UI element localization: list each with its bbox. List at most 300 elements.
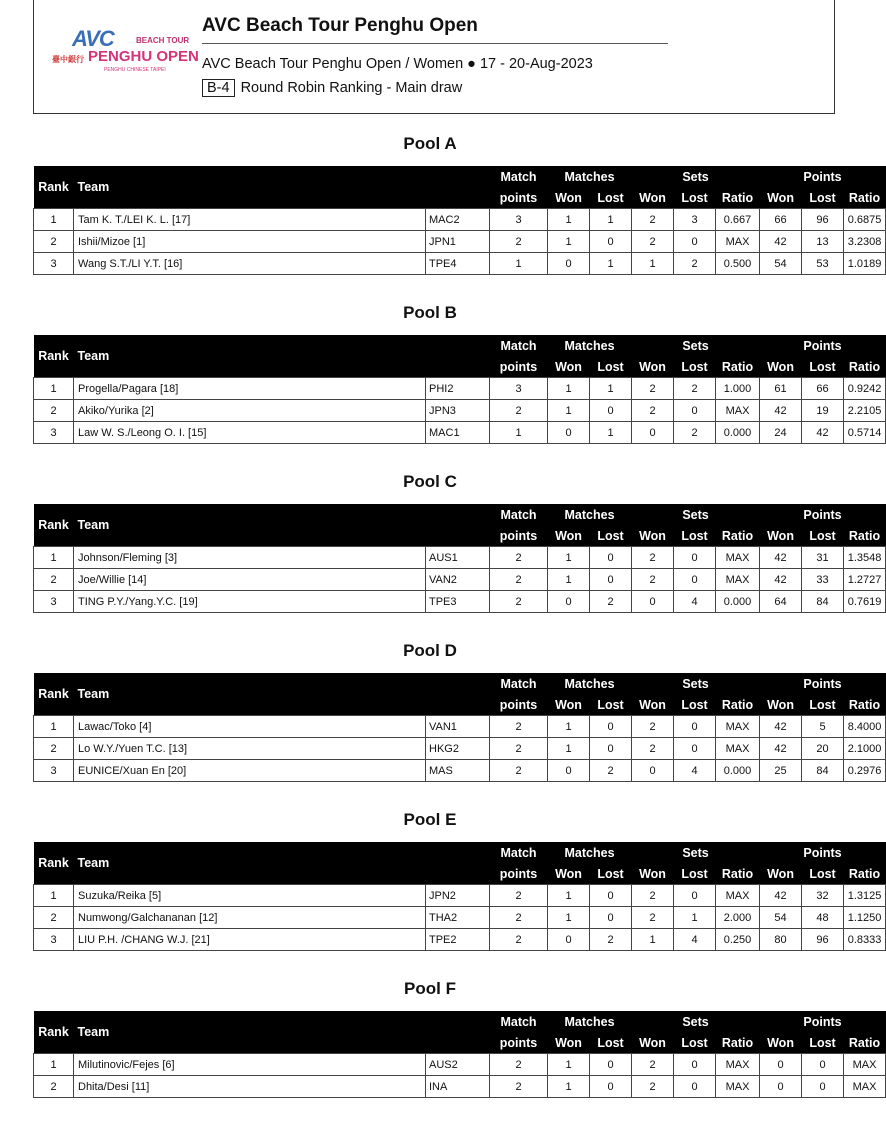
col-matches: Matches [548,1011,632,1032]
cell-rank: 3 [34,760,74,782]
cell-match-points: 2 [490,1076,548,1098]
table-row [34,907,886,929]
col-matches-lost: Lost [590,694,632,716]
col-match-points-bottom: points [490,694,548,716]
cell-sets-lost: 2 [674,253,716,275]
cell-matches-won: 1 [548,907,590,929]
cell-matches-won: 0 [548,929,590,951]
cell-sets-ratio: MAX [716,1054,760,1076]
cell-match-points: 3 [490,209,548,231]
cell-points-lost: 0 [802,1054,844,1076]
col-match-points-bottom: points [490,356,548,378]
pool-title: Pool E [403,810,457,829]
page-title: AVC Beach Tour Penghu Open [202,15,478,36]
cell-sets-won: 2 [632,569,674,591]
cell-points-lost: 96 [802,209,844,231]
cell-team-code: THA2 [426,907,490,929]
cell-sets-lost: 0 [674,1076,716,1098]
cell-team-name: Law W. S./Leong O. I. [15] [74,422,426,444]
col-points-ratio: Ratio [844,1032,886,1054]
cell-sets-ratio: 2.000 [716,907,760,929]
cell-rank: 3 [34,929,74,951]
cell-team-name: TING P.Y./Yang.Y.C. [19] [74,591,426,613]
col-team: Team [74,335,490,378]
pool-title: Pool F [404,979,456,998]
cell-sets-ratio: 0.500 [716,253,760,275]
cell-matches-lost: 0 [590,738,632,760]
cell-sets-lost: 4 [674,760,716,782]
col-points-ratio: Ratio [844,187,886,209]
cell-sets-won: 2 [632,547,674,569]
col-rank: Rank [34,842,74,885]
cell-team-name: Numwong/Galchananan [12] [74,907,426,929]
cell-matches-lost: 2 [590,591,632,613]
cell-matches-lost: 0 [590,547,632,569]
cell-sets-won: 2 [632,1076,674,1098]
cell-matches-won: 1 [548,738,590,760]
cell-matches-lost: 0 [590,1054,632,1076]
cell-sets-ratio: MAX [716,400,760,422]
col-match-points-bottom: points [490,863,548,885]
cell-matches-lost: 0 [590,231,632,253]
col-points-won: Won [760,1032,802,1054]
col-sets-won: Won [632,863,674,885]
pool-title: Pool C [403,472,457,491]
cell-points-ratio: 1.3548 [844,547,886,569]
col-sets-ratio: Ratio [716,525,760,547]
col-match-points-bottom: points [490,525,548,547]
cell-matches-won: 0 [548,760,590,782]
cell-rank: 1 [34,885,74,907]
cell-points-ratio: 1.2727 [844,569,886,591]
cell-points-lost: 96 [802,929,844,951]
cell-matches-lost: 0 [590,716,632,738]
cell-sets-lost: 2 [674,422,716,444]
cell-rank: 2 [34,738,74,760]
cell-points-lost: 5 [802,716,844,738]
table-row [34,209,886,231]
col-team: Team [74,166,490,209]
col-points-ratio: Ratio [844,694,886,716]
phase-code: B-4 [202,79,235,97]
cell-sets-won: 2 [632,885,674,907]
col-sets-ratio: Ratio [716,356,760,378]
cell-points-ratio: MAX [844,1076,886,1098]
table-row [34,760,886,782]
col-points-ratio: Ratio [844,863,886,885]
cell-match-points: 2 [490,569,548,591]
cell-sets-lost: 0 [674,885,716,907]
cell-match-points: 1 [490,253,548,275]
cell-points-won: 42 [760,547,802,569]
cell-sets-ratio: MAX [716,569,760,591]
col-matches-won: Won [548,525,590,547]
col-points-won: Won [760,694,802,716]
cell-rank: 2 [34,1076,74,1098]
cell-team-code: AUS1 [426,547,490,569]
pool-table [33,1011,886,1098]
col-matches-won: Won [548,356,590,378]
cell-team-name: Akiko/Yurika [2] [74,400,426,422]
cell-sets-won: 2 [632,400,674,422]
cell-match-points: 2 [490,400,548,422]
cell-sets-lost: 0 [674,400,716,422]
col-points-won: Won [760,356,802,378]
cell-matches-lost: 0 [590,1076,632,1098]
cell-sets-lost: 0 [674,569,716,591]
cell-team-code: JPN3 [426,400,490,422]
cell-sets-won: 2 [632,231,674,253]
cell-points-lost: 48 [802,907,844,929]
cell-points-ratio: 0.8333 [844,929,886,951]
col-matches-lost: Lost [590,863,632,885]
col-matches-won: Won [548,694,590,716]
cell-matches-won: 0 [548,422,590,444]
cell-points-won: 24 [760,422,802,444]
cell-team-code: AUS2 [426,1054,490,1076]
col-match-points-bottom: points [490,1032,548,1054]
cell-matches-lost: 1 [590,253,632,275]
col-rank: Rank [34,335,74,378]
cell-matches-won: 1 [548,1054,590,1076]
col-match-points-top: Match [490,504,548,525]
table-row [34,1076,886,1098]
pool-table [33,166,886,275]
col-sets: Sets [632,335,760,356]
cell-team-code: VAN1 [426,716,490,738]
cell-matches-won: 0 [548,591,590,613]
col-points: Points [760,166,886,187]
cell-rank: 1 [34,209,74,231]
cell-matches-lost: 1 [590,209,632,231]
cell-matches-won: 1 [548,547,590,569]
col-sets-won: Won [632,1032,674,1054]
table-row [34,253,886,275]
table-row [34,716,886,738]
col-points: Points [760,1011,886,1032]
cell-match-points: 2 [490,231,548,253]
cell-rank: 2 [34,400,74,422]
col-match-points-top: Match [490,1011,548,1032]
cell-sets-ratio: MAX [716,716,760,738]
pool-table [33,504,886,613]
cell-points-won: 54 [760,253,802,275]
cell-sets-ratio: 0.000 [716,422,760,444]
cell-matches-won: 1 [548,885,590,907]
cell-matches-won: 1 [548,1076,590,1098]
col-rank: Rank [34,1011,74,1054]
cell-match-points: 1 [490,422,548,444]
cell-rank: 1 [34,716,74,738]
cell-team-code: PHI2 [426,378,490,400]
cell-matches-won: 1 [548,569,590,591]
cell-team-code: TPE3 [426,591,490,613]
cell-points-won: 66 [760,209,802,231]
logo-sponsor: 臺中銀行 [52,55,84,64]
col-sets-won: Won [632,356,674,378]
col-sets: Sets [632,166,760,187]
cell-points-ratio: 0.9242 [844,378,886,400]
cell-matches-won: 1 [548,231,590,253]
table-row [34,929,886,951]
cell-points-won: 64 [760,591,802,613]
cell-sets-lost: 2 [674,378,716,400]
col-points-lost: Lost [802,525,844,547]
cell-matches-won: 1 [548,400,590,422]
table-row [34,231,886,253]
cell-team-code: JPN1 [426,231,490,253]
cell-team-name: Johnson/Fleming [3] [74,547,426,569]
cell-sets-lost: 0 [674,547,716,569]
cell-matches-lost: 1 [590,422,632,444]
cell-points-lost: 42 [802,422,844,444]
col-points-lost: Lost [802,356,844,378]
cell-match-points: 2 [490,929,548,951]
cell-team-name: Tam K. T./LEI K. L. [17] [74,209,426,231]
cell-points-won: 80 [760,929,802,951]
cell-sets-lost: 3 [674,209,716,231]
col-matches-won: Won [548,187,590,209]
cell-points-lost: 0 [802,1076,844,1098]
cell-points-ratio: 2.1000 [844,738,886,760]
cell-sets-won: 1 [632,929,674,951]
cell-points-lost: 19 [802,400,844,422]
col-matches-lost: Lost [590,525,632,547]
cell-points-ratio: 2.2105 [844,400,886,422]
col-sets-lost: Lost [674,1032,716,1054]
table-row [34,569,886,591]
table-row [34,1054,886,1076]
cell-sets-ratio: MAX [716,547,760,569]
col-points: Points [760,842,886,863]
col-sets: Sets [632,504,760,525]
table-row [34,885,886,907]
cell-team-code: JPN2 [426,885,490,907]
col-points-lost: Lost [802,863,844,885]
col-points-ratio: Ratio [844,525,886,547]
col-sets-lost: Lost [674,187,716,209]
cell-points-lost: 13 [802,231,844,253]
event-subtitle: AVC Beach Tour Penghu Open / Women ● 17 - 20-Aug-2023 [202,56,593,72]
col-match-points-top: Match [490,673,548,694]
col-sets-lost: Lost [674,694,716,716]
cell-points-lost: 84 [802,760,844,782]
cell-matches-won: 1 [548,378,590,400]
col-matches-won: Won [548,863,590,885]
cell-matches-lost: 1 [590,378,632,400]
col-matches-lost: Lost [590,187,632,209]
pool-table [33,335,886,444]
table-row [34,400,886,422]
table-row [34,738,886,760]
col-sets: Sets [632,1011,760,1032]
cell-points-ratio: 0.5714 [844,422,886,444]
cell-team-code: MAC1 [426,422,490,444]
cell-match-points: 3 [490,378,548,400]
penghu-open-logo [52,26,202,78]
col-matches: Matches [548,673,632,694]
cell-matches-lost: 0 [590,885,632,907]
cell-team-name: LIU P.H. /CHANG W.J. [21] [74,929,426,951]
cell-points-lost: 31 [802,547,844,569]
cell-points-ratio: 1.3125 [844,885,886,907]
cell-points-ratio: 8.4000 [844,716,886,738]
cell-points-won: 42 [760,716,802,738]
cell-sets-ratio: MAX [716,231,760,253]
cell-team-name: Dhita/Desi [11] [74,1076,426,1098]
cell-points-ratio: 0.2976 [844,760,886,782]
cell-sets-won: 2 [632,907,674,929]
table-row [34,591,886,613]
cell-points-ratio: 1.1250 [844,907,886,929]
col-points-won: Won [760,525,802,547]
cell-rank: 1 [34,547,74,569]
col-team: Team [74,673,490,716]
col-sets-ratio: Ratio [716,187,760,209]
cell-rank: 3 [34,422,74,444]
cell-match-points: 2 [490,716,548,738]
col-team: Team [74,1011,490,1054]
pool-title: Pool B [403,303,457,322]
pool-table [33,842,886,951]
table-row [34,378,886,400]
phase-label: Round Robin Ranking - Main draw [240,80,463,96]
col-sets-ratio: Ratio [716,694,760,716]
col-matches: Matches [548,504,632,525]
cell-sets-lost: 4 [674,591,716,613]
cell-sets-won: 2 [632,1054,674,1076]
cell-sets-lost: 0 [674,1054,716,1076]
col-sets-won: Won [632,525,674,547]
cell-points-won: 61 [760,378,802,400]
cell-match-points: 2 [490,885,548,907]
phase-line [202,80,462,96]
cell-sets-won: 2 [632,378,674,400]
cell-matches-won: 1 [548,716,590,738]
cell-sets-ratio: MAX [716,738,760,760]
cell-rank: 2 [34,907,74,929]
cell-rank: 3 [34,253,74,275]
cell-team-name: Lo W.Y./Yuen T.C. [13] [74,738,426,760]
cell-team-code: MAS [426,760,490,782]
cell-team-name: Milutinovic/Fejes [6] [74,1054,426,1076]
cell-team-name: EUNICE/Xuan En [20] [74,760,426,782]
cell-points-ratio: 1.0189 [844,253,886,275]
cell-match-points: 2 [490,1054,548,1076]
cell-sets-won: 1 [632,253,674,275]
cell-team-name: Progella/Pagara [18] [74,378,426,400]
cell-points-won: 0 [760,1054,802,1076]
cell-sets-lost: 1 [674,907,716,929]
cell-points-ratio: 0.6875 [844,209,886,231]
cell-sets-ratio: 0.000 [716,760,760,782]
cell-matches-lost: 0 [590,569,632,591]
col-sets-lost: Lost [674,525,716,547]
cell-match-points: 2 [490,591,548,613]
cell-sets-ratio: 0.250 [716,929,760,951]
col-points-won: Won [760,187,802,209]
table-row [34,547,886,569]
table-row [34,422,886,444]
col-sets: Sets [632,673,760,694]
col-matches: Matches [548,842,632,863]
cell-sets-ratio: 1.000 [716,378,760,400]
cell-points-won: 42 [760,400,802,422]
cell-points-ratio: 3.2308 [844,231,886,253]
cell-points-won: 0 [760,1076,802,1098]
cell-team-name: Suzuka/Reika [5] [74,885,426,907]
cell-points-won: 42 [760,231,802,253]
col-points-ratio: Ratio [844,356,886,378]
cell-sets-won: 0 [632,760,674,782]
cell-sets-won: 0 [632,591,674,613]
col-matches: Matches [548,166,632,187]
cell-matches-lost: 2 [590,929,632,951]
cell-team-name: Joe/Willie [14] [74,569,426,591]
cell-sets-lost: 0 [674,738,716,760]
cell-points-lost: 32 [802,885,844,907]
col-points: Points [760,673,886,694]
col-matches: Matches [548,335,632,356]
cell-sets-won: 0 [632,422,674,444]
cell-team-code: TPE2 [426,929,490,951]
col-points: Points [760,335,886,356]
cell-matches-won: 1 [548,209,590,231]
cell-points-ratio: MAX [844,1054,886,1076]
cell-sets-ratio: MAX [716,885,760,907]
col-points-lost: Lost [802,1032,844,1054]
col-matches-lost: Lost [590,356,632,378]
cell-points-won: 42 [760,885,802,907]
cell-points-won: 42 [760,738,802,760]
logo-avc: AVC [72,26,114,51]
col-sets-lost: Lost [674,356,716,378]
title-divider [202,43,668,44]
cell-match-points: 2 [490,547,548,569]
pool-table [33,673,886,782]
col-sets-lost: Lost [674,863,716,885]
cell-points-lost: 33 [802,569,844,591]
col-match-points-top: Match [490,842,548,863]
cell-team-name: Ishii/Mizoe [1] [74,231,426,253]
cell-match-points: 2 [490,760,548,782]
cell-team-name: Wang S.T./LI Y.T. [16] [74,253,426,275]
cell-match-points: 2 [490,738,548,760]
col-matches-lost: Lost [590,1032,632,1054]
cell-team-code: VAN2 [426,569,490,591]
cell-rank: 1 [34,1054,74,1076]
col-rank: Rank [34,166,74,209]
cell-points-lost: 84 [802,591,844,613]
cell-points-won: 25 [760,760,802,782]
col-matches-won: Won [548,1032,590,1054]
pool-title: Pool A [403,134,457,153]
cell-points-lost: 66 [802,378,844,400]
cell-rank: 2 [34,569,74,591]
col-rank: Rank [34,504,74,547]
col-sets-won: Won [632,187,674,209]
col-match-points-top: Match [490,166,548,187]
col-match-points-top: Match [490,335,548,356]
col-sets: Sets [632,842,760,863]
cell-points-ratio: 0.7619 [844,591,886,613]
cell-sets-ratio: MAX [716,1076,760,1098]
col-points-lost: Lost [802,694,844,716]
cell-sets-lost: 0 [674,231,716,253]
pool-title: Pool D [403,641,457,660]
cell-matches-won: 0 [548,253,590,275]
cell-sets-lost: 4 [674,929,716,951]
